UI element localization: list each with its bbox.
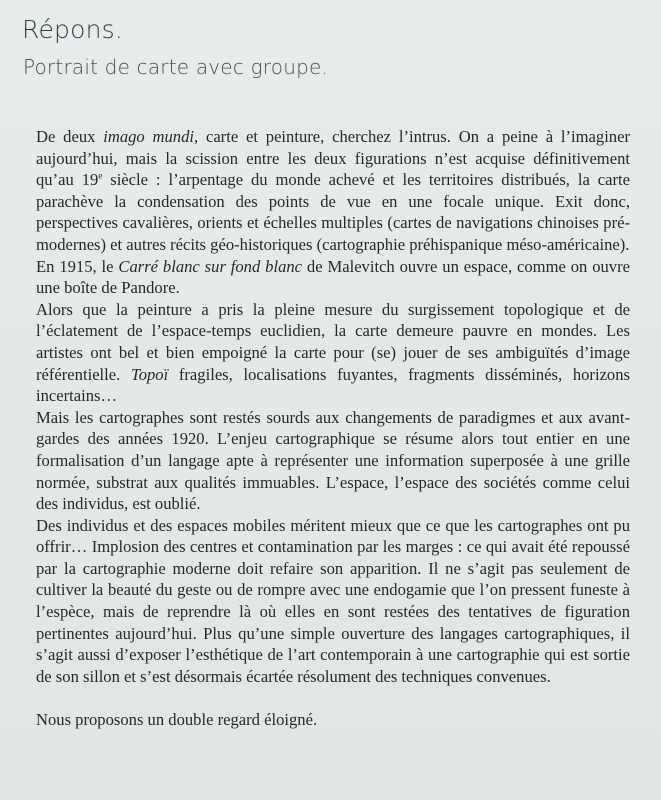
paragraph-peinture (36, 299, 630, 407)
paragraph-closing: Nous proposons un double regard éloigné. (36, 710, 318, 730)
page-subtitle: Portrait de carte avec groupe. (23, 55, 329, 79)
body-text (36, 126, 630, 731)
text-run: En 1915, le (36, 256, 119, 276)
paragraph-malevitch (36, 256, 630, 299)
paragraph-individus: Des individus et des espaces mobiles méritent mieux que ce que les cartographes ont pu offrir… Implosion des centres et contamination par les marges : ce qui avait été repoussé par la cartographie moderne doit refaire son apparition. Il ne s’agit pas seulement de cultiver la beauté du geste ou de rompre avec une endogamie que l’on pressent funeste à l’espèce, mais de reprendre là où elles en sont restées des tentatives de figuration pertinentes aujourd’hui. Plus qu’une simple ouverture des langages cartographiques, il s’agit aussi d’exposer l’esthétique de l’art contemporain à une cartographie qui est sortie de son sillon et s’est désormais écartée résolument des techniques convenues. (36, 515, 630, 686)
paragraph-imago-mundi (36, 126, 630, 256)
text-run: de Malevitch ouvre un espace, comme on ouvre une boîte de Pandore. (36, 256, 630, 298)
italic-artwork-title: Carré blanc sur fond blanc (118, 256, 303, 276)
italic-term: Topoï (130, 364, 169, 384)
text-run: , carte et peinture, cherchez l’intrus. On a peine à l’imaginer aujourd’hui, mais la scission entre les deux figurations n’est acquise définitivement qu’au 19 (36, 127, 630, 190)
italic-term: imago mundi (103, 127, 194, 146)
text-run: siècle : l’arpentage du monde achevé et les territoires distribués, la carte parachève la condensation des points de vue en une focale unique. Exit donc, perspectives cavalières, orients et échelles multiples (cartes de navigations chinoises pré-modernes) et autres récits géo-historiques (cartographie préhispanique méso-américaine). (36, 170, 630, 254)
text-run: De deux (36, 127, 104, 146)
century-superscript: e (98, 170, 103, 181)
paragraph-cartographes: Mais les cartographes sont restés sourds aux changements de paradigmes et aux avant-gardes des années 1920. L’enjeu cartographique se résume alors tout entier en une formalisation d’un langage apte à représenter une information superposée à une grille normée, substrat aux qualités immuables. L’espace, l’espace des sociétés comme celui des individus, est oublié. (36, 407, 630, 514)
text-run: Alors que la peinture a pris la pleine mesure du surgissement topologique et de l’éclatement de l’espace-temps euclidien, la carte demeure pauvre en mondes. Les artistes ont bel et bien empoigné la carte pour (se) jouer de ses ambiguïtés d’image référentielle. (36, 299, 630, 384)
text-run: fragiles, localisations fuyantes, fragments disséminés, horizons incertains… (36, 364, 630, 406)
page-title: Répons. (22, 15, 124, 44)
